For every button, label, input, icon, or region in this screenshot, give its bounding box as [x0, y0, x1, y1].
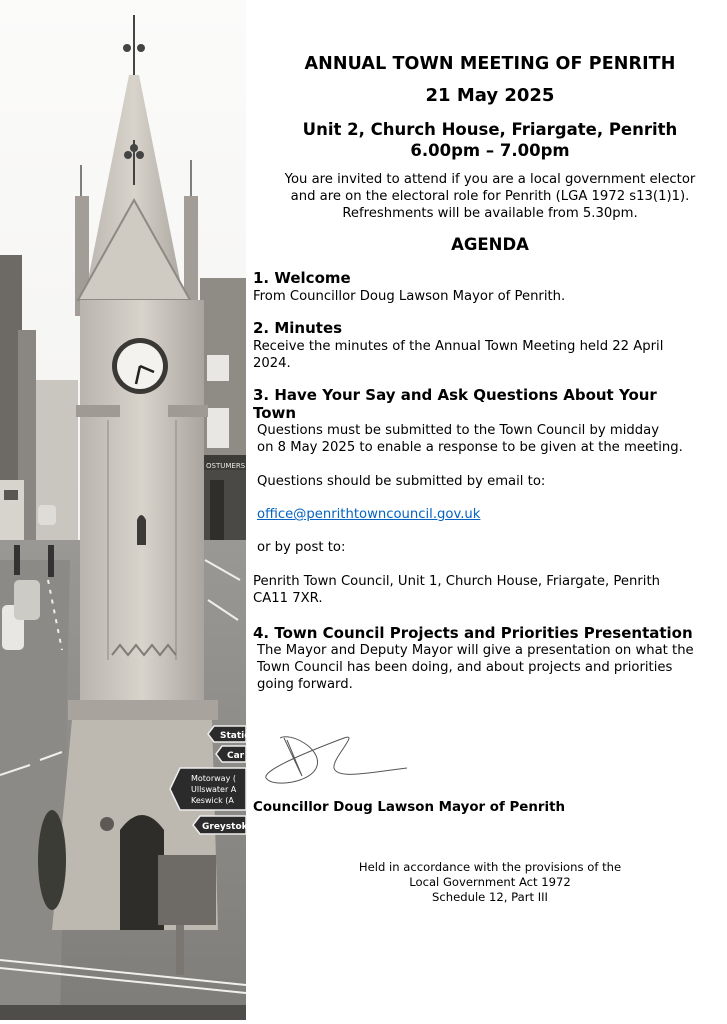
question-deadline-line: Questions must be submitted to the Town Council by midday — [257, 423, 660, 438]
invitation-text — [253, 171, 727, 222]
sign-greystoke: Greystoke — [202, 822, 254, 832]
agenda-item-3-title — [253, 386, 657, 422]
invitation-line: You are invited to attend if you are a local government elector — [284, 172, 696, 187]
footer-line: Held in accordance with the provisions of the — [358, 860, 622, 874]
page-title: ANNUAL TOWN MEETING OF PENRITH — [304, 54, 676, 74]
agenda-item-4-text — [257, 642, 694, 693]
agenda-item-2-line: Receive the minutes of the Annual Town Meeting held 22 April — [253, 339, 664, 354]
email-intro: Questions should be submitted by email to: — [257, 474, 546, 489]
agenda-item-2-line: 2024. — [253, 356, 291, 371]
footer-line: Schedule 12, Part III — [432, 890, 548, 904]
invitation-line: and are on the electoral role for Penrith (LGA 1972 s13(1)1). — [290, 189, 690, 204]
agenda-item-4-line: The Mayor and Deputy Mayor will give a presentation on what the — [257, 643, 694, 658]
post-intro: or by post to: — [257, 540, 346, 555]
agenda-item-4-line: Town Council has been doing, and about projects and priorities — [257, 660, 673, 675]
sign-keswick: Keswick (A — [191, 796, 234, 805]
agenda-item-4-title: 4. Town Council Projects and Priorities Presentation — [253, 624, 693, 642]
legal-footer — [330, 860, 650, 905]
question-deadline-line: on 8 May 2025 to enable a response to be given at the meeting. — [257, 440, 683, 455]
sign-ullswater: Ullswater A — [191, 785, 237, 794]
clock-tower-photo — [0, 0, 254, 1020]
agenda-heading: AGENDA — [451, 235, 529, 254]
postal-address-line: Penrith Town Council, Unit 1, Church House, Friargate, Penrith — [253, 574, 660, 589]
postal-address — [253, 573, 660, 607]
handwritten-signature — [262, 728, 412, 786]
email-link-wrapper — [257, 506, 480, 523]
postal-address-line: CA11 7XR. — [253, 591, 323, 606]
agenda-item-4-line: going forward. — [257, 677, 353, 692]
meeting-date: 21 May 2025 — [425, 85, 555, 106]
sign-car-park: Car — [227, 751, 245, 761]
shop-sign-text: OSTUMERS — [206, 462, 246, 470]
agenda-item-1-title: 1. Welcome — [253, 269, 351, 287]
email-link[interactable]: office@penrithtowncouncil.gov.uk — [257, 507, 481, 522]
agenda-item-3-title-line: 3. Have Your Say and Ask Questions About Your — [253, 386, 657, 404]
sign-motorway: Motorway ( — [191, 774, 236, 783]
agenda-item-3-title-line: Town — [253, 404, 297, 422]
agenda-item-1-text: From Councillor Doug Lawson Mayor of Penrith. — [253, 289, 566, 304]
sign-station: Statio — [220, 731, 251, 741]
invitation-line: Refreshments will be available from 5.30pm. — [342, 206, 638, 221]
footer-line: Local Government Act 1972 — [409, 875, 571, 889]
question-deadline — [257, 422, 683, 456]
signatory-name: Councillor Doug Lawson Mayor of Penrith — [253, 800, 566, 815]
venue-address: Unit 2, Church House, Friargate, Penrith — [302, 120, 678, 139]
meeting-venue — [253, 119, 727, 161]
agenda-item-2-title: 2. Minutes — [253, 319, 343, 337]
meeting-time: 6.00pm – 7.00pm — [410, 141, 570, 160]
agenda-item-2-text — [253, 338, 663, 372]
